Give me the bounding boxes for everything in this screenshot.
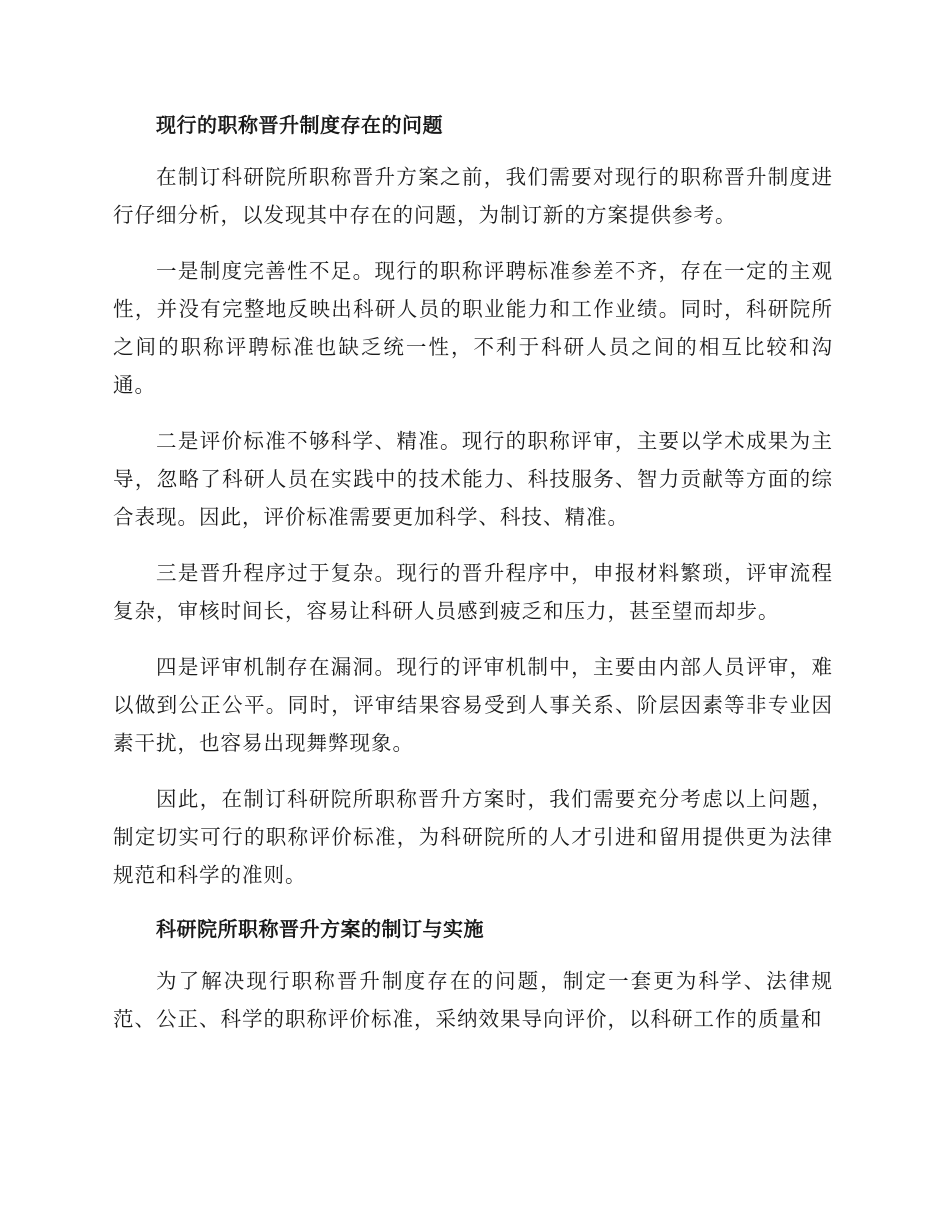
- paragraph-issue-1: 一是制度完善性不足。现行的职称评聘标准参差不齐，存在一定的主观性，并没有完整地反映出科研人员的职业能力和工作业绩。同时，科研院所之间的职称评聘标准也缺乏统一性，不利于科研人员之间的相互比较和沟通。: [113, 259, 833, 397]
- paragraph-issue-2: 二是评价标准不够科学、精准。现行的职称评审，主要以学术成果为主导，忽略了科研人员在实践中的技术能力、科技服务、智力贡献等方面的综合表现。因此，评价标准需要更加科学、科技、精准。: [113, 429, 833, 529]
- paragraph-conclusion: 因此，在制订科研院所职称晋升方案时，我们需要充分考虑以上问题，制定切实可行的职称评价标准，为科研院所的人才引进和留用提供更为法律规范和科学的准则。: [113, 787, 833, 887]
- paragraph-issue-4: 四是评审机制存在漏洞。现行的评审机制中，主要由内部人员评审，难以做到公正公平。同时，评审结果容易受到人事关系、阶层因素等非专业因素干扰，也容易出现舞弊现象。: [113, 655, 833, 755]
- document-page: [113, 108, 833, 1056]
- section-heading: 现行的职称晋升制度存在的问题: [156, 113, 443, 137]
- paragraph-intro: 在制订科研院所职称晋升方案之前，我们需要对现行的职称晋升制度进行仔细分析，以发现其中存在的问题，为制订新的方案提供参考。: [113, 165, 833, 227]
- paragraph-plan-intro: 为了解决现行职称晋升制度存在的问题，制定一套更为科学、法律规范、公正、科学的职称评价标准，采纳效果导向评价，以科研工作的质量和: [113, 969, 833, 1031]
- paragraph-issue-3: 三是晋升程序过于复杂。现行的晋升程序中，申报材料繁琐，评审流程复杂，审核时间长，容易让科研人员感到疲乏和压力，甚至望而却步。: [113, 561, 833, 623]
- section-heading: 科研院所职称晋升方案的制订与实施: [156, 917, 484, 941]
